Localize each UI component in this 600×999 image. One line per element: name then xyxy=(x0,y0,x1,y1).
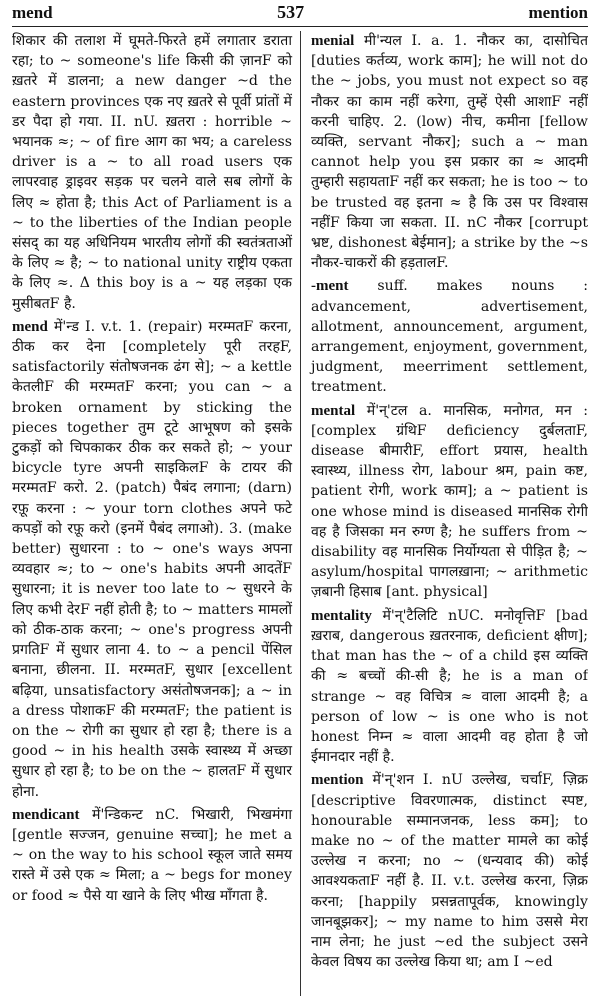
entry-menial xyxy=(311,31,588,273)
page-header xyxy=(12,2,588,27)
entry-mention xyxy=(311,770,588,972)
entry-text: में'न्ड I. v.t. 1. (repair) मरम्मतF करना, ठीक कर देना [completely पूरी तरहF, satisfactorily संतोषजनक ढंग से]; ~ a kettle केतलीF की मरम्मतF करना; you can ~ a broken ornament by sticking the pieces together तुम टूटे आभूषण को इसके टुकड़ों को चिपकाकर ठीक कर सकते हो; ~ your bicycle tyre अपनी साइकिलF के टायर की मरम्मतF करो. 2. (patch) पैबंद लगाना; (darn) रफ़ू करना : ~ your torn clothes अपने फटे कपड़ों को रफ़ू करो (इनमें पैबंद लगाओ). 3. (make better) सुधारना : to ~ one's ways अपना व्यवहार ≈; to ~ one's habits अपनी आदतेंF सुधारना; it is never too late to ~ सुधरने के लिए कभी देरF नहीं होती है; to ~ matters मामलों को ठीक-ठाक करना; ~ one's progress अपनी प्रगतिF में सुधार लाना 4. to ~ a pencil पेंसिल बनाना, छीलना. II. मरम्मतF, सुधार [excellent बढ़िया, unsatisfactory असंतोषजनक]; a ~ in a dress पोशाकF की मरम्मतF; the patient is on the ~ रोगी का सुधार हो रहा है; there is a good ~ in his health उसके स्वास्थ्य में अच्छा सुधार हो रहा है; to be on the ~ हालतF में सुधार होना. xyxy=(12,318,293,800)
entry-mentality xyxy=(311,606,588,768)
entry-text: में'न्'टैलिटि nUC. मनोवृत्तिF [bad ख़राब, dangerous ख़तरनाक, deficient क्षीण]; that man has the ~ of a child इस व्यक्ति की ≈ बच्चों की-सी है; he is a man of strange ~ वह विचित्र ≈ वाला आदमी है; a person of low ~ is one who is not honest निम्न ≈ वाला आदमी वह होता है जो ईमानदार नहीं है. xyxy=(311,607,588,766)
entry-text: में'न्'टल a. मानसिक, मनोगत, मन : [complex ग्रंथिF deficiency दुर्बलताF, disease बीमारीF, effort प्रयास, health स्वास्थ्य, illness रोग, labour श्रम, pain कष्ट, patient रोगी, work काम]; a ~ patient is one whose mind is diseased मानसिक रोगी वह है जिसका मन रुग्ण है; he suffers from ~ disability वह मानसिक निर्योग्यता से पीड़ित है; ~ asylum/hospital पागलख़ाना; ~ arithmetic ज़बानी हिसाब [ant. physical] xyxy=(311,402,588,601)
entry-text: में'न्'शन I. nU उल्लेख, चर्चाF, ज़िक्र [descriptive विवरणात्मक, distinct स्पष्ट, honourable सम्मानजनक, less कम]; to make no ~ of the matter मामले का कोई उल्लेख न करना; no ~ (धन्यवाद की) कोई आवश्यकताF नहीं है. II. v.t. उल्लेख करना, ज़िक्र करना; [happily प्रसन्नतापूर्वक, knowingly जानबूझकर]; ~ my name to him उससे मेरा नाम लेना; he just ~ed the subject उसने केवल विषय का उल्लेख किया था; am I ~ed xyxy=(311,772,588,971)
entry-headword: mentality xyxy=(311,607,372,624)
entry-headword: -ment xyxy=(311,278,349,295)
entry-headword: mention xyxy=(311,772,364,789)
page-number: 537 xyxy=(277,2,305,22)
entry-headword: mental xyxy=(311,402,356,419)
entry-text: suff. makes nouns : advancement, advertisement, allotment, announcement, argument, arrangement, enjoyment, government, judgment, meerriment settlement, treatment. xyxy=(311,278,588,396)
entry-continuation xyxy=(12,31,292,314)
entry-headword: mend xyxy=(12,318,48,335)
entry-text: शिकार की तलाश में घूमते-फिरते हमें लगातार डराता रहा; to ~ someone's life किसी की ज़ानF को ख़तरे में डालना; a new danger ~d the eastern provinces एक नए ख़तरे से पूर्वी प्रांतों में डर पैदा हो गया. II. nU. ख़तरा : horrible ~ भयानक ≈; ~ of fire आग का भय; a careless driver is a ~ to all road users एक लापरवाह ड्राइवर सड़क पर चलने वाले सब लोगों के लिए ≈ होता है; this Act of Parliament is a ~ to the liberties of the Indian people संसद् का यह अधिनियम भारतीय लोगों की स्वतंत्रताओं के लिए ≈ है; ~ to national unity राष्ट्रीय एकता के लिए ≈. Δ this boy is a ~ यह लड़का एक मुसीबतF है. xyxy=(12,33,292,312)
entry-ment-suffix xyxy=(311,276,588,397)
entry-mental xyxy=(311,401,588,603)
entry-headword: mendicant xyxy=(12,806,80,823)
left-column xyxy=(12,31,300,996)
right-column xyxy=(300,31,588,996)
entry-headword: menial xyxy=(311,33,355,49)
entry-text: मी'न्यल I. a. 1. नौकर का, दासोचित [duties कर्तव्य, work काम]; he will not do the ~ jobs, you must not expect so वह नौकर का काम नहीं करेगा, तुम्हें ऐसी आशाF नहीं करनी चाहिए. 2. (low) नीच, कमीना [fellow व्यक्ति, servant नौकर]; such a ~ man cannot help you इस प्रकार का ≈ आदमी तुम्हारी सहायताF नहीं कर सकता; he is too ~ to be trusted वह इतना ≈ है कि उस पर विश्वास नहींF किया जा सकता. II. nC नौकर [corrupt भ्रष्ट, dishonest बेईमान]; a strike by the ~s नौकर-चाकरों की हड़तालF. xyxy=(311,33,588,272)
left-guide-word: mend xyxy=(12,3,53,22)
entry-mend xyxy=(12,317,292,802)
right-guide-word: mention xyxy=(528,3,588,22)
entry-mendicant xyxy=(12,805,292,906)
entry-text: में'न्डिकन्ट nC. भिखारी, भिखमंगा [gentle सज्जन, genuine सच्चा]; he met a ~ on the way to his school स्कूल जाते समय रास्ते में उसे एक ≈ मिला; a ~ begs for money or food ≈ पैसे या खाने के लिए भीख माँगता है. xyxy=(12,806,292,904)
columns xyxy=(12,31,588,996)
